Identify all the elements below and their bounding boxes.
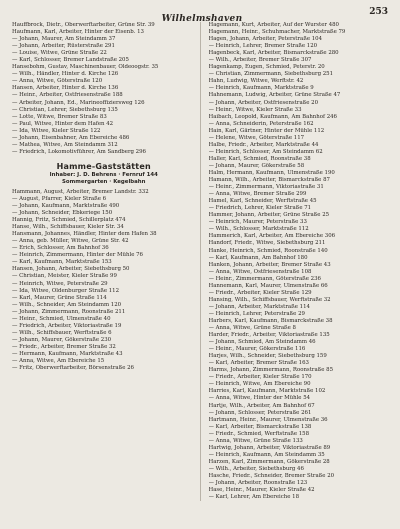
directory-entry: — Fritz, Oberwerftarbeiter, Börsenstraße 26 (12, 365, 134, 372)
directory-entry: — Ida, Witwe, Kieler Straße 122 (12, 127, 101, 134)
directory-entry: — Heinrich, Zimmermann, Hinter der Mühle 76 (12, 252, 143, 259)
directory-entry: — Johann, Kaufmann, Marktstraße 490 (12, 202, 120, 209)
directory-entry: Handorf, Friedr., Witwe, Siebethsburg 211 (208, 240, 326, 247)
advert-subtitle: Sommergarten · Kegelbahn (62, 178, 146, 185)
directory-entry: — Johann, Zimmermann, Roonstraße 211 (12, 308, 126, 315)
directory-entry: Hansen, Arbeiter, Hinter d. Kirche 136 (12, 85, 119, 92)
directory-entry: Haufmann, Karl, Arbeiter, Hinter der Eisenb. 13 (12, 29, 144, 36)
directory-entry: — Anna, Schneiderin, Peterstraße 162 (208, 120, 314, 127)
directory-entry: — Heinrich, Maurer, Peterstraße 33 (208, 219, 307, 226)
directory-entry: Hartje, Wilh., Arbeiter, Am Bahnhof 67 (208, 402, 315, 409)
directory-entry: Hartwig, Johann, Arbeiter, Viktoriastraße 89 (208, 444, 331, 451)
directory-entry: — Johann, Eisenbahner, Am Ebereiche 486 (12, 134, 130, 141)
right-entries (209, 22, 393, 501)
directory-entry: — Heinr., Maurer, Gökerstraße 116 (208, 346, 306, 353)
directory-entry: — Karl, Arbeiter, Bremer Straße 163 (208, 360, 309, 367)
running-head: Wilhelmshaven (161, 14, 243, 24)
directory-entry: — Anna, Witwe, Grüne Straße 8 (208, 325, 296, 332)
section-spacer (12, 156, 196, 159)
directory-entry: — Johann, Maurer, Gökerstraße 58 (208, 162, 305, 169)
directory-entry: — Christian, Meister, Kieler Straße 99 (12, 273, 117, 280)
directory-entry: — Anna, Witwe, Göterstraße 120 (12, 78, 103, 85)
directory-entry: — Anna, Witwe, Ostfriesenstraße 108 (208, 268, 312, 275)
directory-entry: Hanse, Wilh., Schiffsbauer, Kieler Str. 34 (12, 224, 124, 231)
directory-entry: — Hermann, Kaufmann, Marktstraße 43 (12, 350, 123, 357)
directory-entry: Hamel, Karl, Schneider, Werftstraße 45 (208, 198, 317, 205)
directory-entry: Hannemann, Karl, Maurer, Ulmenstraße 66 (208, 282, 328, 289)
directory-entry: — Lotte, Witwe, Bremer Straße 83 (12, 113, 107, 120)
directory-entry: Hase, Heinr., Maurer, Kieler Straße 42 (208, 487, 315, 494)
page-header (12, 6, 392, 24)
directory-entry: — Johann, Schmied, Am Steindamm 46 (208, 339, 316, 346)
directory-entry: Hammann, August, Arbeiter, Bremer Landstr. 332 (12, 188, 149, 195)
directory-entry: Hansmann, Johannes, Händler, Hinter dem Hafen 38 (12, 231, 157, 238)
directory-entry: — Heinrich, Kaufmann, Marktstraße 9 (208, 85, 314, 92)
directory-entry: — Friedrich, Lokomotivführer, Am Sandberg 296 (12, 148, 146, 155)
directory-entry: — Karl, Kaufmann, Marktstraße 153 (12, 259, 112, 266)
directory-entry: — Heinrich, Witwe, Peterstraße 29 (12, 280, 108, 287)
directory-entry: Harder, Friedr., Arbeiter, Viktoriastraße 135 (208, 332, 330, 339)
directory-entry: — Anna, Witwe, Hinter der Mühle 54 (208, 395, 311, 402)
directory-entry: Harries, Karl, Kaufmann, Marktstraße 102 (208, 388, 326, 395)
directory-entry: — Friedrich, Arbeiter, Viktoriastraße 19 (12, 322, 122, 329)
left-entries-bottom (12, 189, 196, 372)
directory-entry: — Heinr., Arbeiter, Ostfriesenstraße 188 (12, 92, 123, 99)
directory-entry: Hagemann, Heinr., Schuhmacher, Marktstraße 79 (208, 29, 346, 36)
directory-entry: — Helene, Witwe, Göterstraße 117 (208, 134, 305, 141)
directory-entry: — Karl, Lehrer, Am Ebereiche 18 (208, 494, 300, 501)
directory-entry: Hammerich, Karl, Arbeiter, Am Ebereiche 306 (208, 233, 336, 240)
directory-entry: Harzen, Karl, Zimmermann, Gökerstraße 28 (208, 458, 330, 465)
directory-entry: — Johann, Arbeiter, Ostfriesenstraße 20 (208, 99, 319, 106)
directory-entry: Hamann, Wilh., Arbeiter, Bismarckstraße 87 (208, 177, 330, 184)
columns (12, 22, 392, 501)
directory-entry: — Friedr., Arbeiter, Kieler Straße 129 (208, 289, 312, 296)
directory-entry: — Wilh., Arbeiter, Bremer Straße 307 (208, 57, 312, 64)
directory-entry: — Wilh., Arbeiter, Siebethsburg 46 (208, 465, 304, 472)
directory-entry: — Karl, Maurer, Grüne Straße 114 (12, 294, 107, 301)
directory-entry: Hartmann, Heinr., Maurer, Ulmenstraße 36 (208, 416, 328, 423)
directory-entry: — Arbeiter, Johann, Ed., Marineoffiziersweg 126 (12, 99, 145, 106)
page-number: 253 (369, 7, 388, 17)
directory-entry: Hauffbrock, Dietr., Oberwerftarbeiter, Grüne Str. 39 (12, 22, 155, 28)
directory-entry: — Heinrich, Lehrer, Peterstraße 29 (208, 310, 305, 317)
directory-entry: — Heinrich, Witwe, Am Ebereiche 90 (208, 381, 311, 388)
directory-entry: — Erich, Schlosser, Am Bahnhof 36 (12, 245, 109, 252)
directory-entry: — Karl, Arbeiter, Bismarckstraße 138 (208, 423, 312, 430)
directory-entry: — Wilh., Schlosser, Marktstraße 112 (208, 226, 309, 233)
directory-entry: — Johann, Maurer, Am Steindamm 37 (12, 36, 116, 43)
directory-entry: Hahnemann, Ludwig, Arbeiter, Grüne Straße 47 (208, 92, 341, 99)
directory-entry: — Johann, Schneider, Ebkeriege 150 (12, 210, 113, 217)
directory-entry: — Christian, Lehrer, Siebethsburg 135 (12, 106, 118, 113)
directory-entry: — Friedr., Arbeiter, Kieler Straße 170 (208, 374, 312, 381)
directory-entry: Hansing, Wilh., Schiffsbauer, Werftstraße 32 (208, 296, 331, 303)
directory-entry: Harbers, Karl, Kaufmann, Bismarckstraße 38 (208, 317, 333, 324)
directory-entry: Hagenbeck, Karl, Arbeiter, Bismarckstraße 280 (208, 50, 339, 57)
directory-entry: — Ida, Witwe, Oldenburger Straße 112 (12, 287, 120, 294)
directory-entry: Hansebohm, Gustav, Maschinenbauer, Oldeoogstr. 35 (12, 64, 159, 71)
directory-entry: — Heinrich, Lehrer, Bremer Straße 120 (208, 43, 318, 50)
directory-entry: — Wilh., Schneider, Am Steindamm 120 (12, 301, 122, 308)
directory-entry: — Heinr., Zimmermann, Viktoriastraße 31 (208, 184, 324, 191)
directory-entry: — Heinr., Zimmermann, Göterstraße 236 (208, 275, 321, 282)
advert-title: Hamme-Gaststätten (56, 161, 151, 171)
directory-entry: — Anna, Witwe, Grüne Straße 133 (208, 437, 303, 444)
directory-entry: — Anna, Witwe, Am Ebereiche 15 (12, 358, 105, 365)
directory-entry: — Louise, Witwe, Grüne Straße 22 (12, 50, 107, 57)
directory-entry: — Johann, Maurer, Gökerstraße 230 (12, 336, 112, 343)
left-column (12, 22, 201, 501)
directory-entry: Hain, Karl, Gärtner, Hinter der Mühle 112 (208, 127, 325, 134)
directory-entry: Hansen, Johann, Arbeiter, Siebethsburg 50 (12, 266, 130, 273)
directory-entry: Halm, Hermann, Kaufmann, Ulmenstraße 190 (208, 169, 335, 176)
directory-entry: — Karl, Schlosser, Bremer Landstraße 205 (12, 57, 129, 64)
directory-entry: — Friedrich, Lehrer, Kieler Straße 71 (208, 205, 312, 212)
directory-entry: Harjes, Wilh., Schneider, Siebethsburg 159 (208, 353, 327, 360)
advert-subtitle: Inhaber: J. D. Behrens · Fernruf 144 (49, 171, 158, 178)
directory-entry: Hannig, Fritz, Schmied, Schillerplatz 474 (12, 217, 126, 224)
directory-entry: Hasche, Friedr., Schneider, Bremer Straße 20 (208, 473, 335, 479)
directory-entry: — Heinrich, Schlosser, Am Steindamm 62 (208, 148, 323, 155)
directory-entry: — August, Pfarrer, Kieler Straße 6 (12, 195, 107, 202)
directory-entry: Haller, Karl, Schmied, Roonstraße 38 (208, 155, 311, 162)
directory-entry: — Mathea, Witwe, Am Steindamm 312 (12, 141, 118, 148)
directory-entry: Hagen, Johann, Arbeiter, Peterstraße 104 (208, 36, 323, 43)
directory-entry: — Anna, Witwe, Bremer Straße 299 (208, 191, 307, 198)
directory-entry: — Heinrich, Kaufmann, Am Steindamm 35 (208, 451, 325, 458)
directory-entry: — Johann, Arbeiter, Marktstraße 114 (208, 303, 310, 310)
directory-entry: — Johann, Schlosser, Peterstraße 261 (208, 409, 312, 416)
directory-entry: Hagemann, Kurt, Arbeiter, Auf der Wurster 480 (208, 22, 339, 28)
directory-entry: — Paul, Witwe, Hinter dem Hafen 42 (12, 120, 114, 127)
directory-entry: Haibach, Leopold, Kaufmann, Am Bahnhof 246 (208, 113, 337, 120)
directory-entry: — Christian, Zimmermann, Siebethsburg 251 (208, 71, 334, 78)
directory-entry: Harms, Johann, Zimmermann, Roonstraße 85 (208, 367, 334, 374)
directory-entry: Halbe, Friedr., Arbeiter, Marktstraße 44 (208, 141, 319, 148)
directory-entry: — Johann, Arbeiter, Rüsterstraße 291 (12, 43, 115, 50)
directory-entry: Hammer, Johann, Arbeiter, Grüne Straße 25 (208, 212, 330, 219)
directory-entry: — Karl, Kaufmann, Am Bahnhof 180 (208, 254, 308, 261)
directory-entry: — Heinr., Schmied, Ulmenstraße 40 (12, 315, 111, 322)
directory-entry: Hahn, Ludwig, Witwe, Werftstr. 42 (208, 78, 304, 85)
directory-entry: — Heinr., Witwe, Kieler Straße 33 (208, 106, 302, 113)
directory-entry: — Wilh., Händler, Hinter d. Kirche 126 (12, 71, 119, 78)
directory-entry: Hanke, Heinrich, Schmied, Roonstraße 140 (208, 247, 328, 254)
left-entries-top (12, 22, 196, 156)
directory-entry: — Wilh., Schiffsbauer, Werftstraße 6 (12, 329, 112, 336)
directory-entry: — Friedr., Schmied, Werftstraße 158 (208, 430, 310, 437)
directory-entry: Hagenkamp, Eugen, Schmied, Peterstr. 20 (208, 64, 325, 71)
directory-entry: Hanken, Johann, Arbeiter, Bremer Straße 43 (208, 261, 331, 268)
directory-entry: — Friedr., Arbeiter, Bremer Straße 32 (12, 343, 116, 350)
right-column (209, 22, 393, 501)
directory-entry: — Johann, Arbeiter, Roonstraße 123 (208, 480, 308, 487)
directory-entry: — Anna, geb. Müller, Witwe, Grüne Str. 42 (12, 238, 129, 245)
